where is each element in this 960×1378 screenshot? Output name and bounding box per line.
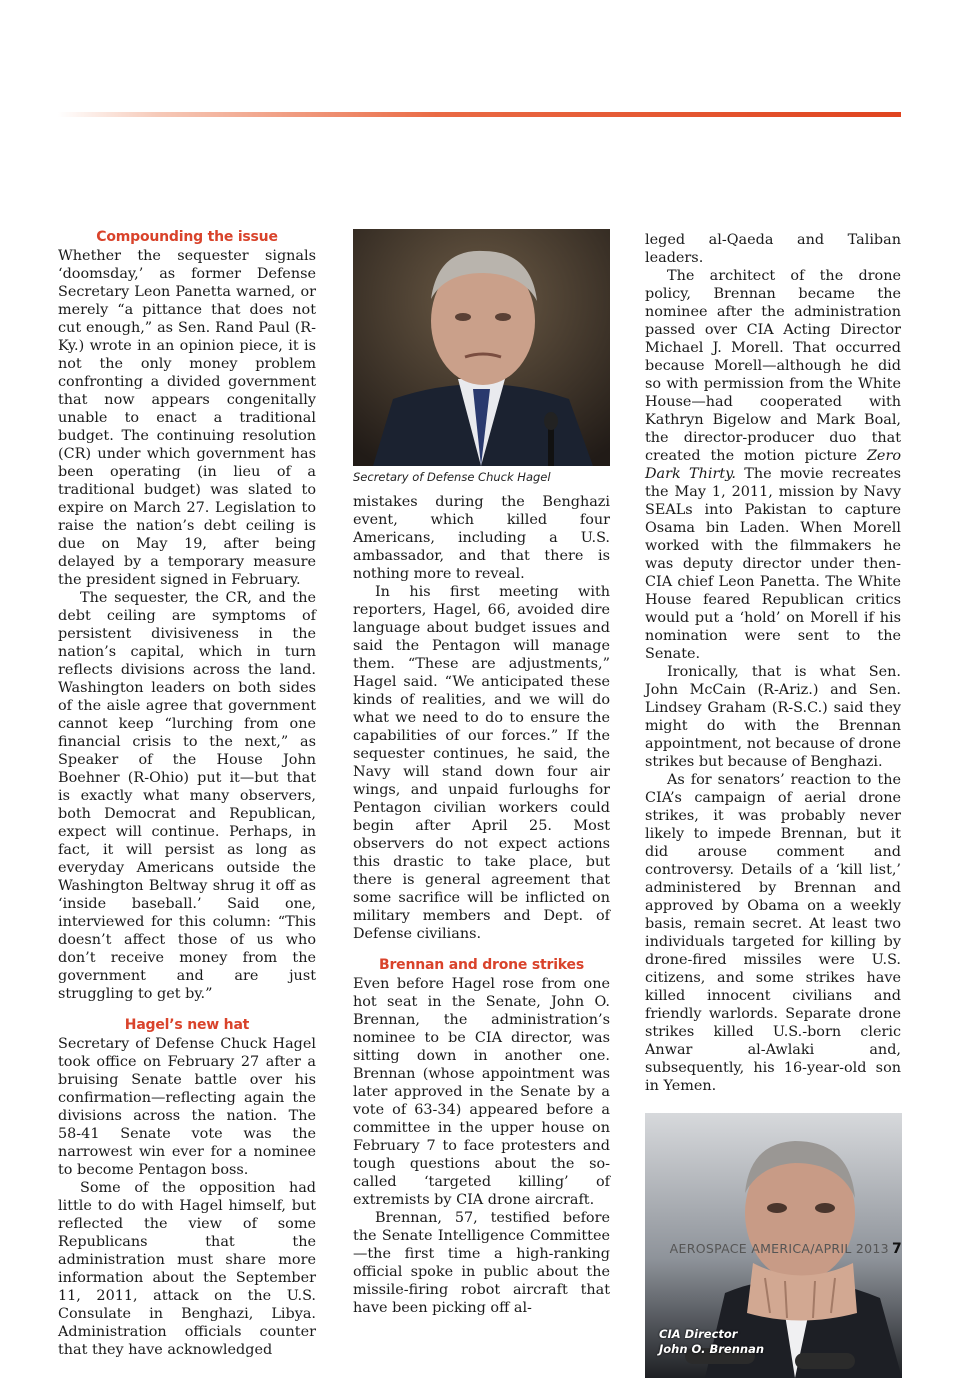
header-rule xyxy=(58,112,901,117)
photo-caption: CIA Director John O. Brennan xyxy=(659,1327,765,1356)
section-heading: Hagel’s new hat xyxy=(124,1017,250,1033)
section-heading: Compounding the issue xyxy=(96,229,278,245)
page-footer xyxy=(670,1241,902,1257)
paragraph: The sequester, the CR, and the debt ceiling are symptoms of persistent divisiveness in the nation’s capital, which in turn reflects divisions across the land. Washington leaders on both sides of the aisle agree that government cannot keep “lurching from one financial crisis to the next,” as Speaker of the House John Boehner (R-Ohio) put it—but that is exactly what many observers, both Democrat and Republican, expect will continue. Perhaps, in fact, it will persist as long as everyday Americans outside the Washington Beltway shrug it off as ‘inside baseball.’ Said one, interviewed for this column: “This doesn’t affect those of us who don’t receive money from the government and are just struggling to get by.” xyxy=(58,590,316,1002)
publication-name: AEROSPACE AMERICA/APRIL 2013 xyxy=(669,1241,889,1256)
column-3 xyxy=(645,231,901,1378)
column-1 xyxy=(58,229,316,1359)
film-title: Zero Dark Thirty. xyxy=(645,448,901,482)
paragraph: Even before Hagel rose from one hot seat in the Senate, John O. Brennan, the administration’s nominee to be CIA director, was sitting down in another one. Brennan (whose appointment was later approved in the Senate by a vote of 63-34) appeared before a committee in the upper house on February 7 to face protesters and tough questions about the so-called ‘targeted killing’ of extremists by CIA drone aircraft. xyxy=(353,976,610,1208)
paragraph: The architect of the drone policy, Brennan became the nominee after the administration passed over CIA Acting Director Michael J. Morell. That occurred because Morell—although he did so with permission from the White House—had cooperated with Kathryn Bigelow and Mark Boal, the director-producer duo that created the motion picture Zero Dark Thirty. The movie recreates the May 1, 2011, mission by Navy SEALs into Pakistan to capture Osama bin Laden. When Morell worked with the filmmakers he was deputy director under then-CIA chief Leon Panetta. The White House feared Republican critics would put a ‘hold’ on Morell if his nomination were sent to the Senate. xyxy=(645,268,901,662)
hagel-photo xyxy=(353,229,610,466)
paragraph: As for senators’ reaction to the CIA’s campaign of aerial drone strikes, it was probably never likely to impede Brennan, but it did arouse comment and controversy. Details of a ‘kill list,’ administered by Brennan and approved by Obama on a weekly basis, remain secret. At least two individuals targeted for killing by drone-fired missiles were U.S. citizens, and some strikes have killed innocent civilians and friendly warlords. Separate drone strikes killed U.S.-born cleric Anwar al-Awlaki and, subsequently, his 16-year-old son in Yemen. xyxy=(645,772,901,1094)
hagel-portrait-illustration xyxy=(353,229,610,466)
paragraph: Secretary of Defense Chuck Hagel took office on February 27 after a bruising Senate battle over his confirmation—reflecting again the divisions across the nation. The 58-41 Senate vote was the narrowest win ever for a nominee to become Pentagon boss. xyxy=(58,1036,316,1178)
paragraph: leged al-Qaeda and Taliban leaders. xyxy=(645,232,901,266)
photo-caption: Secretary of Defense Chuck Hagel xyxy=(353,470,551,484)
paragraph: Brennan, 57, testified before the Senate Intelligence Committee—the first time a high-ranking official spoke in public about the missile-firing robot aircraft that have been picking off al- xyxy=(353,1210,610,1316)
page-number: 7 xyxy=(891,1241,902,1257)
paragraph: Whether the sequester signals ‘doomsday,’ as former Defense Secretary Leon Panetta warned, or merely “a pittance that does not cut enough,” as Sen. Rand Paul (R-Ky.) wrote in an opinion piece, it is not the only money problem confronting a divided government that now appears congenitally unable to enact a traditional budget. The continuing resolution (CR) under which government has been operating (in lieu of a traditional budget) was slated to expire on March 27. Legislation to raise the nation’s debt ceiling is due on May 19, after being delayed by a temporary measure the president signed in February. xyxy=(58,248,316,588)
section-heading: Brennan and drone strikes xyxy=(379,957,584,973)
paragraph: In his first meeting with reporters, Hagel, 66, avoided dire language about budget issues and said the Pentagon will manage them. “These are adjustments,” Hagel said. “We anticipated these kinds of realities, and we will do what we need to do to ensure the capabilities of our forces.” If the sequester continues, he said, the Navy will stand down four air wings, and unpaid furloughs for Pentagon civilian workers could begin after April 25. Most observers do not expect actions this drastic to take place, but there is general agreement that some sacrifice will be inflicted on military members and Dept. of Defense civilians. xyxy=(353,584,610,942)
paragraph: Ironically, that is what Sen. John McCain (R-Ariz.) and Sen. Lindsey Graham (R-S.C.) said they might do with the Brennan appointment, not because of drone strikes but because of Benghazi. xyxy=(645,664,901,770)
paragraph: mistakes during the Benghazi event, which killed four Americans, including a U.S. ambassador, and that there is nothing more to reveal. xyxy=(353,494,610,582)
paragraph: Some of the opposition had little to do with Hagel himself, but reflected the view of some Republicans that the administration must share more information about the September 11, 2011, attack on the U.S. Consulate in Benghazi, Libya. Administration officials counter that they have acknowledged xyxy=(58,1180,316,1358)
column-2 xyxy=(353,229,610,1317)
